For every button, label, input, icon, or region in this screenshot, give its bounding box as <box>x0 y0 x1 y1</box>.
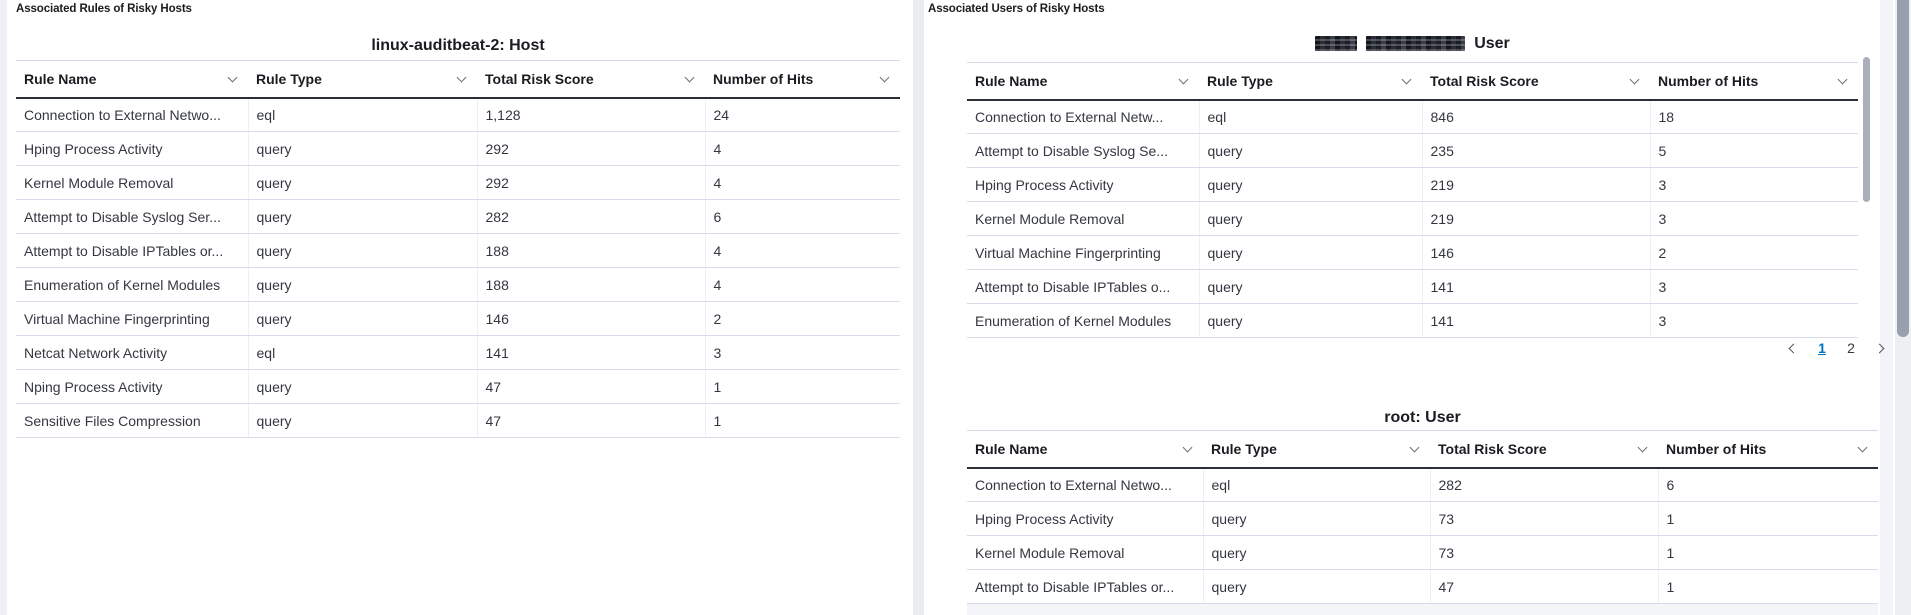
rule-name-cell: Enumeration of Kernel Modules <box>967 304 1199 338</box>
total-risk-score-cell: 846 <box>1422 100 1650 134</box>
table-row <box>967 536 1878 570</box>
number-of-hits-cell: 3 <box>1650 202 1858 236</box>
table-row <box>967 236 1858 270</box>
total-risk-score-cell: 146 <box>477 302 705 336</box>
sort-chevron-icon <box>1179 74 1189 84</box>
number-of-hits-cell: 1 <box>1658 536 1878 570</box>
number-of-hits-cell: 3 <box>1650 270 1858 304</box>
column-label: Number of Hits <box>713 70 814 87</box>
rule-type-cell: query <box>1203 502 1430 536</box>
rule-type-cell: query <box>248 302 477 336</box>
total-risk-score-cell: 282 <box>477 200 705 234</box>
table-row <box>16 370 900 404</box>
sort-chevron-icon <box>228 72 238 82</box>
total-risk-score-cell: 235 <box>1422 134 1650 168</box>
number-of-hits-cell: 4 <box>705 268 900 302</box>
rule-type-cell: eql <box>1199 100 1422 134</box>
table-scrollbar-thumb[interactable] <box>1863 57 1870 202</box>
column-header-rule-type[interactable] <box>248 61 477 98</box>
column-header-total-risk-score[interactable] <box>1422 63 1650 100</box>
table-header-row <box>967 431 1878 468</box>
sort-chevron-icon <box>1402 74 1412 84</box>
user-table-title-suffix: User <box>1474 35 1510 52</box>
number-of-hits-cell: 3 <box>1650 304 1858 338</box>
number-of-hits-cell: 5 <box>1650 134 1858 168</box>
column-header-total-risk-score[interactable] <box>1430 431 1658 468</box>
left-panel-title: Associated Rules of Risky Hosts <box>16 3 192 15</box>
sort-chevron-icon <box>457 72 467 82</box>
number-of-hits-cell: 6 <box>1658 468 1878 502</box>
total-risk-score-cell: 292 <box>477 166 705 200</box>
table-row <box>16 268 900 302</box>
column-label: Rule Name <box>24 70 97 87</box>
number-of-hits-cell: 2 <box>1650 236 1858 270</box>
host-table-title: linux-auditbeat-2: Host <box>371 37 545 54</box>
column-header-number-of-hits[interactable] <box>705 61 900 98</box>
number-of-hits-cell: 1 <box>705 404 900 438</box>
sort-chevron-icon <box>1858 442 1868 452</box>
rule-name-cell: Hping Process Activity <box>16 132 248 166</box>
rule-name-cell: Hping Process Activity <box>967 502 1203 536</box>
panel-resize-divider[interactable] <box>913 0 924 615</box>
pagination-page-2[interactable]: 2 <box>1847 340 1855 356</box>
table-row <box>967 100 1858 134</box>
total-risk-score-cell: 141 <box>1422 270 1650 304</box>
table-row <box>16 166 900 200</box>
column-header-rule-name[interactable] <box>16 61 248 98</box>
column-label: Rule Name <box>975 72 1048 89</box>
table-row <box>967 502 1878 536</box>
rules-of-risky-host-table <box>16 60 900 438</box>
number-of-hits-cell: 3 <box>705 336 900 370</box>
number-of-hits-cell: 1 <box>1658 502 1878 536</box>
redacted-username-block <box>1366 36 1465 51</box>
sort-chevron-icon <box>1838 74 1848 84</box>
chevron-right-icon <box>1875 343 1885 353</box>
sort-chevron-icon <box>880 72 890 82</box>
rule-type-cell: query <box>1203 536 1430 570</box>
rule-type-cell: query <box>248 268 477 302</box>
sort-chevron-icon <box>1638 442 1648 452</box>
page-scrollbar-thumb[interactable] <box>1897 0 1909 337</box>
number-of-hits-cell: 1 <box>1658 570 1878 604</box>
column-label: Rule Type <box>1207 72 1273 89</box>
column-header-number-of-hits[interactable] <box>1650 63 1858 100</box>
column-header-rule-name[interactable] <box>967 431 1203 468</box>
table-bottom-fade <box>967 604 1878 615</box>
column-label: Total Risk Score <box>1438 440 1547 457</box>
users-of-risky-host-table-2 <box>967 430 1878 604</box>
column-label: Rule Name <box>975 440 1048 457</box>
rule-type-cell: query <box>1199 236 1422 270</box>
table-row <box>16 98 900 132</box>
rule-name-cell: Kernel Module Removal <box>967 536 1203 570</box>
left-edge-panel-divider[interactable] <box>0 0 7 615</box>
rule-name-cell: Connection to External Netwo... <box>16 98 248 132</box>
rule-type-cell: query <box>248 132 477 166</box>
rule-type-cell: query <box>1199 168 1422 202</box>
rule-type-cell: eql <box>248 336 477 370</box>
rule-name-cell: Virtual Machine Fingerprinting <box>16 302 248 336</box>
total-risk-score-cell: 73 <box>1430 536 1658 570</box>
rule-name-cell: Kernel Module Removal <box>16 166 248 200</box>
rule-type-cell: query <box>1199 134 1422 168</box>
root-user-table-title: root: User <box>1384 409 1461 426</box>
rule-name-cell: Attempt to Disable IPTables o... <box>967 270 1199 304</box>
rule-type-cell: query <box>1199 304 1422 338</box>
table-row <box>16 302 900 336</box>
rule-type-cell: query <box>248 234 477 268</box>
pagination <box>1772 334 1892 362</box>
table-row <box>16 336 900 370</box>
table-row <box>967 468 1878 502</box>
column-label: Rule Type <box>256 70 322 87</box>
total-risk-score-cell: 1,128 <box>477 98 705 132</box>
rule-type-cell: query <box>1199 202 1422 236</box>
rule-type-cell: eql <box>248 98 477 132</box>
column-header-number-of-hits[interactable] <box>1658 431 1878 468</box>
rule-name-cell: Connection to External Netwo... <box>967 468 1203 502</box>
number-of-hits-cell: 24 <box>705 98 900 132</box>
rule-name-cell: Sensitive Files Compression <box>16 404 248 438</box>
right-edge-panel-divider[interactable] <box>1880 0 1893 615</box>
table-row <box>967 134 1858 168</box>
total-risk-score-cell: 47 <box>477 370 705 404</box>
rule-type-cell: query <box>248 166 477 200</box>
total-risk-score-cell: 188 <box>477 268 705 302</box>
column-label: Number of Hits <box>1666 440 1767 457</box>
column-label: Number of Hits <box>1658 72 1759 89</box>
total-risk-score-cell: 292 <box>477 132 705 166</box>
rule-name-cell: Connection to External Netw... <box>967 100 1199 134</box>
column-label: Rule Type <box>1211 440 1277 457</box>
pagination-next-button[interactable] <box>1870 337 1892 359</box>
pagination-previous-button[interactable] <box>1781 337 1803 359</box>
chevron-left-icon <box>1789 343 1799 353</box>
table-row <box>16 404 900 438</box>
table-row <box>967 304 1858 338</box>
table-row <box>16 234 900 268</box>
table-row <box>16 132 900 166</box>
column-header-rule-type[interactable] <box>1203 431 1430 468</box>
rule-name-cell: Hping Process Activity <box>967 168 1199 202</box>
sort-chevron-icon <box>685 72 695 82</box>
number-of-hits-cell: 1 <box>705 370 900 404</box>
rule-type-cell: query <box>248 200 477 234</box>
column-header-rule-name[interactable] <box>967 63 1199 100</box>
pagination-page-1[interactable]: 1 <box>1818 340 1826 356</box>
rule-name-cell: Attempt to Disable Syslog Ser... <box>16 200 248 234</box>
total-risk-score-cell: 141 <box>477 336 705 370</box>
column-label: Total Risk Score <box>1430 72 1539 89</box>
rule-name-cell: Nping Process Activity <box>16 370 248 404</box>
total-risk-score-cell: 188 <box>477 234 705 268</box>
rule-type-cell: query <box>1203 570 1430 604</box>
number-of-hits-cell: 3 <box>1650 168 1858 202</box>
total-risk-score-cell: 73 <box>1430 502 1658 536</box>
rule-name-cell: Kernel Module Removal <box>967 202 1199 236</box>
sort-chevron-icon <box>1183 442 1193 452</box>
user-table-title <box>967 34 1858 53</box>
total-risk-score-cell: 47 <box>1430 570 1658 604</box>
total-risk-score-cell: 219 <box>1422 202 1650 236</box>
rule-type-cell: query <box>248 404 477 438</box>
total-risk-score-cell: 141 <box>1422 304 1650 338</box>
total-risk-score-cell: 219 <box>1422 168 1650 202</box>
rule-type-cell: query <box>1199 270 1422 304</box>
column-header-total-risk-score[interactable] <box>477 61 705 98</box>
table-row <box>967 570 1878 604</box>
rule-name-cell: Attempt to Disable Syslog Se... <box>967 134 1199 168</box>
rule-type-cell: query <box>248 370 477 404</box>
number-of-hits-cell: 6 <box>705 200 900 234</box>
table-header-row <box>16 61 900 98</box>
rule-name-cell: Attempt to Disable IPTables or... <box>16 234 248 268</box>
number-of-hits-cell: 18 <box>1650 100 1858 134</box>
rule-name-cell: Enumeration of Kernel Modules <box>16 268 248 302</box>
sort-chevron-icon <box>1630 74 1640 84</box>
right-panel-title: Associated Users of Risky Hosts <box>928 3 1105 15</box>
column-label: Total Risk Score <box>485 70 594 87</box>
table-row <box>967 168 1858 202</box>
column-header-rule-type[interactable] <box>1199 63 1422 100</box>
table-row <box>16 200 900 234</box>
total-risk-score-cell: 47 <box>477 404 705 438</box>
rule-name-cell: Netcat Network Activity <box>16 336 248 370</box>
total-risk-score-cell: 282 <box>1430 468 1658 502</box>
number-of-hits-cell: 2 <box>705 302 900 336</box>
redacted-username-block <box>1315 36 1357 51</box>
table-row <box>967 270 1858 304</box>
rule-name-cell: Virtual Machine Fingerprinting <box>967 236 1199 270</box>
number-of-hits-cell: 4 <box>705 132 900 166</box>
table-row <box>967 202 1858 236</box>
total-risk-score-cell: 146 <box>1422 236 1650 270</box>
rule-type-cell: eql <box>1203 468 1430 502</box>
users-of-risky-host-table-1 <box>967 62 1858 338</box>
number-of-hits-cell: 4 <box>705 166 900 200</box>
table-header-row <box>967 63 1858 100</box>
sort-chevron-icon <box>1410 442 1420 452</box>
number-of-hits-cell: 4 <box>705 234 900 268</box>
rule-name-cell: Attempt to Disable IPTables or... <box>967 570 1203 604</box>
